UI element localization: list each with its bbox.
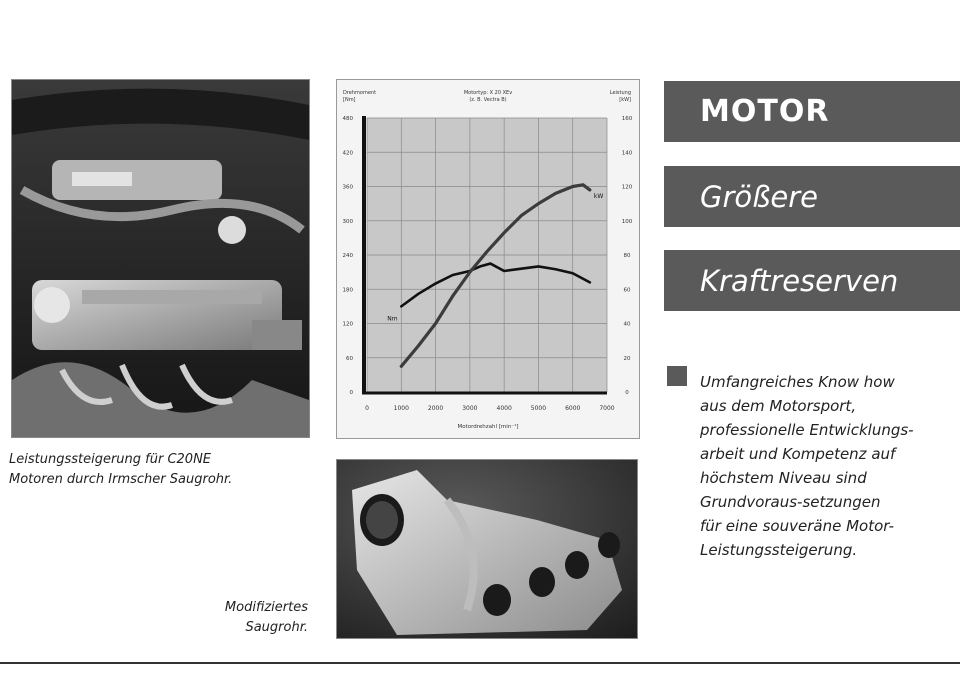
left-tick-label: 240 [342,253,353,259]
right-tick-label: 20 [623,355,631,362]
right-tick-label: 0 [625,390,629,396]
left-tick-label: 0 [349,390,353,396]
caption-line: Motoren durch Irmscher Saugrohr. [9,472,233,487]
performance-chart [336,79,640,439]
right-tick-label: 160 [621,116,633,122]
right-tick-label: 140 [621,150,633,157]
body-line: für eine souveräne Motor- [700,517,895,535]
right-axis-label: Leistung [609,90,631,96]
left-tick-label: 120 [342,321,353,328]
right-tick-label: 80 [623,253,631,259]
caption-line: Modifiziertes [224,600,308,615]
left-tick-label: 300 [342,218,353,225]
body-line: Umfangreiches Know how [700,373,895,391]
body-line: Leistungssteigerung. [700,541,858,559]
headline-banner-2 [664,250,960,311]
performance-chart-svg [337,80,639,438]
caption-line: Leistungssteigerung für C20NE [9,452,212,467]
bottom-rule [0,662,960,664]
x-tick-label: 5000 [530,405,547,412]
left-tick-label: 420 [342,150,353,157]
body-paragraph [700,370,955,562]
left-tick-label: 60 [346,355,353,362]
series-label-Nm: Nm [387,315,398,323]
headline-line-1: Größere [700,179,819,214]
motor-heading: MOTOR [700,94,830,129]
motor-banner [664,81,960,142]
body-line: professionelle Entwicklungs- [700,421,914,439]
engine-photo-caption [9,450,309,490]
engine-bay-image [12,80,309,437]
intake-manifold-photo [336,459,638,639]
body-line: Grundvoraus-setzungen [700,493,881,511]
right-axis-unit: [kW] [619,97,631,103]
chart-title: Motortyp: X 20 XEv [463,90,513,96]
x-tick-label: 0 [365,405,369,412]
headline-banner-1 [664,166,960,227]
right-tick-label: 100 [621,218,633,225]
left-tick-label: 180 [342,287,353,294]
right-tick-label: 60 [623,287,631,294]
body-line: höchstem Niveau sind [700,469,867,487]
x-axis-label: Motordrehzahl [min⁻¹] [457,424,519,430]
caption-line: Saugrohr. [245,620,308,635]
x-tick-label: 1000 [393,405,409,412]
series-label-kW: kW [593,192,604,200]
engine-bay-photo [11,79,310,438]
x-tick-label: 3000 [462,405,478,412]
intake-manifold-image [337,460,637,638]
intake-photo-caption [150,598,308,638]
left-axis-unit: [Nm] [343,97,356,103]
x-tick-label: 7000 [599,405,615,412]
right-tick-label: 40 [623,321,631,328]
right-tick-label: 120 [621,184,633,191]
x-tick-label: 4000 [496,405,512,412]
left-axis-label: Drehmoment [343,90,377,96]
body-line: arbeit und Kompetenz auf [700,445,896,463]
x-tick-label: 6000 [565,405,581,412]
body-line: aus dem Motorsport, [700,397,857,415]
left-tick-label: 480 [342,116,353,122]
headline-line-2: Kraftreserven [700,263,899,298]
left-tick-label: 360 [342,184,353,191]
x-tick-label: 2000 [427,405,444,412]
chart-subtitle: (z. B. Vectra B) [469,97,507,103]
bullet-square [667,366,687,386]
